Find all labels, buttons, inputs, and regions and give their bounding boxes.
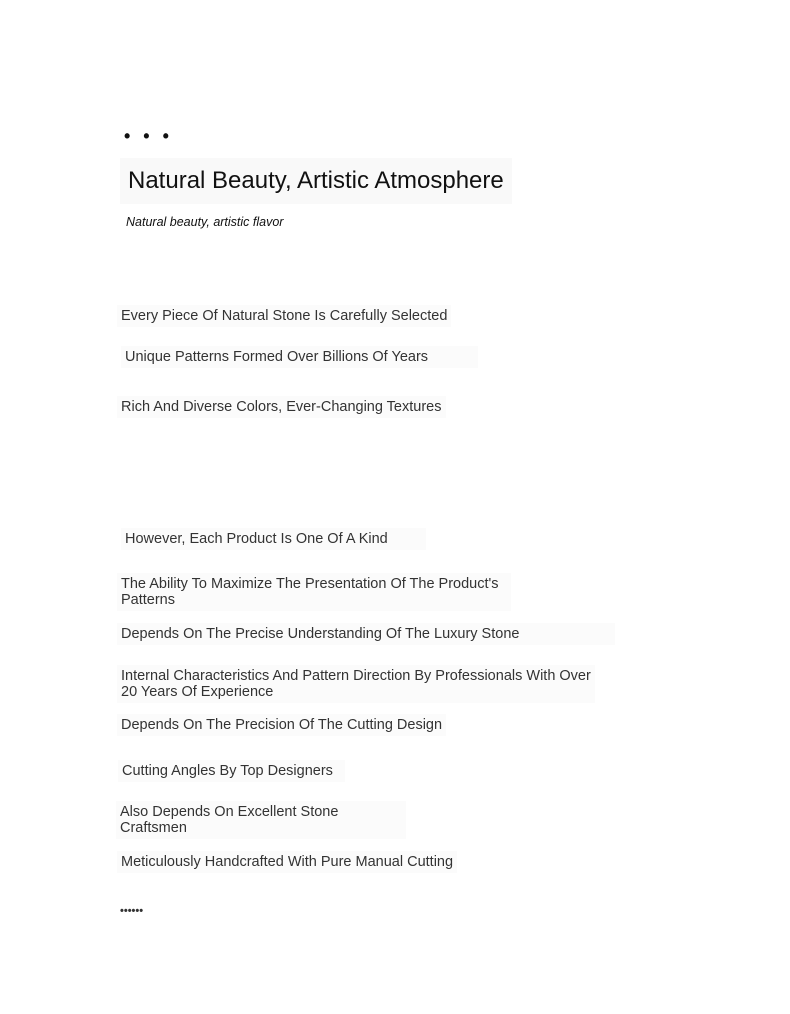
decorative-dots-bottom: •••••• [120, 905, 144, 917]
text-line-selected-stone: Every Piece Of Natural Stone Is Carefully Selected [117, 305, 451, 327]
text-line-cutting-design: Depends On The Precision Of The Cutting Design [117, 714, 446, 736]
text-line-presentation-ability: The Ability To Maximize The Presentation Of The Product's Patterns [117, 573, 511, 611]
text-line-manual-cutting: Meticulously Handcrafted With Pure Manual Cutting [117, 851, 457, 873]
text-line-internal-characteristics: Internal Characteristics And Pattern Direction By Professionals With Over 20 Years Of Experience [117, 665, 595, 703]
text-line-unique-patterns: Unique Patterns Formed Over Billions Of Years [121, 346, 478, 368]
page-subtitle: Natural beauty, artistic flavor [126, 215, 284, 229]
page-title: Natural Beauty, Artistic Atmosphere [120, 158, 512, 204]
text-line-one-of-a-kind: However, Each Product Is One Of A Kind [121, 528, 426, 550]
text-line-stone-craftsmen: Also Depends On Excellent Stone Craftsmen [116, 801, 406, 839]
text-line-precise-understanding: Depends On The Precise Understanding Of The Luxury Stone [117, 623, 615, 645]
text-line-top-designers: Cutting Angles By Top Designers [118, 760, 345, 782]
decorative-dots-top: • • • [124, 126, 173, 146]
text-line-diverse-colors: Rich And Diverse Colors, Ever-Changing Textures [117, 396, 446, 418]
